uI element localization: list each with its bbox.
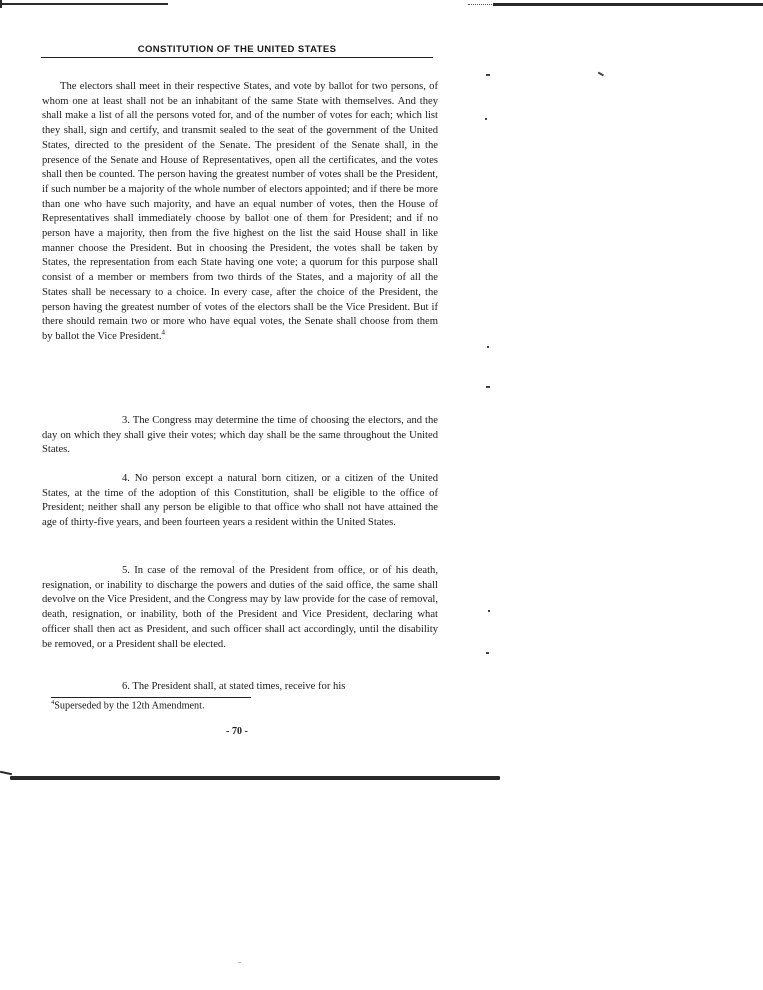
- scan-speck: [486, 74, 490, 76]
- scan-edge-line-top-left: [0, 3, 168, 5]
- paragraph-section-3: 3. The Congress may determine the time of choosing the electors, and the day on which they shall give their votes; which day shall be the same throughout the United States.: [42, 415, 438, 456]
- paragraph-section-5: 5. In case of the removal of the President from office, or of his death, resignation, or inability to discharge the powers and duties of the said office, the same shall devolve on the Vice President, and the Congress may by law provide for the case of removal, death, resignation, or inability, both of the President and Vice President, declaring what officer shall then act as President, and such officer shall act accordingly, until the disability be removed, or a President shall be elected.: [42, 565, 438, 650]
- page-header-title: CONSTITUTION OF THE UNITED STATES: [137, 44, 337, 55]
- scan-speck: [486, 386, 490, 388]
- paragraph-section-6: 6. The President shall, at stated times, receive for his: [122, 681, 346, 692]
- scan-speck: [488, 610, 490, 612]
- header-rule: [41, 57, 433, 58]
- scan-speck: [238, 962, 241, 963]
- scan-edge-dots: [468, 4, 492, 5]
- footnote-text: Superseded by the 12th Amendment.: [54, 700, 205, 712]
- footnote-reference: 4: [161, 328, 165, 337]
- footnote-rule: [51, 697, 251, 698]
- scan-speck: [487, 346, 489, 348]
- scan-edge-line-top-right: [493, 3, 763, 6]
- scan-edge-mark-bottom: [0, 771, 12, 775]
- footnote-marker: 4: [51, 699, 55, 706]
- scan-speck: [486, 652, 489, 654]
- paragraph-text: The electors shall meet in their respective States, and vote by ballot for two persons, of whom one at least shall not be an inhabitant of the same State with themselves. And they shall make a list of all the persons voted for, and of the number of votes for each; which list they shall, sign and certify, and transmit sealed to the seat of the government of the United States, directed to the president of the Senate. The president of the Senate shall, in the presence of the Senate and House of Representatives, open all the certificates, and the votes shall then be counted. The person having the greatest number of votes shall be the President, if such number be a majority of the whole number of electors appointed; and if there be more than one who have such majority, and have an equal number of votes, then the House of Representatives shall immediately choose by ballot one of them for President; and if no person have a majority, then from the five highest on the list the said House shall in like manner choose the President. But in choosing the President, the votes shall be taken by States, the representation from each State having one vote; a quorum for this purpose shall consist of a member or members from two thirds of the States, and a majority of all the States shall be necessary to a choice. In every case, after the choice of the President, the person having the greatest number of votes of the electors shall be the Vice President. But if there should remain two or more who have equal votes, the Senate shall choose from them by ballot the Vice President.: [42, 81, 438, 342]
- paragraph-electors: [42, 80, 438, 345]
- scan-edge-line-bottom: [10, 776, 500, 780]
- scan-speck: [485, 118, 487, 120]
- footnote: [51, 699, 205, 711]
- paragraph-section-4: 4. No person except a natural born citizen, or a citizen of the United States, at the time of the adoption of this Constitution, shall be eligible to the office of President; neither shall any person be eligible to that office who shall not have attained the age of thirty-five years, and been fourteen years a resident within the United States.: [42, 473, 438, 529]
- scan-speck: [598, 72, 604, 76]
- page-number: - 70 -: [226, 726, 248, 737]
